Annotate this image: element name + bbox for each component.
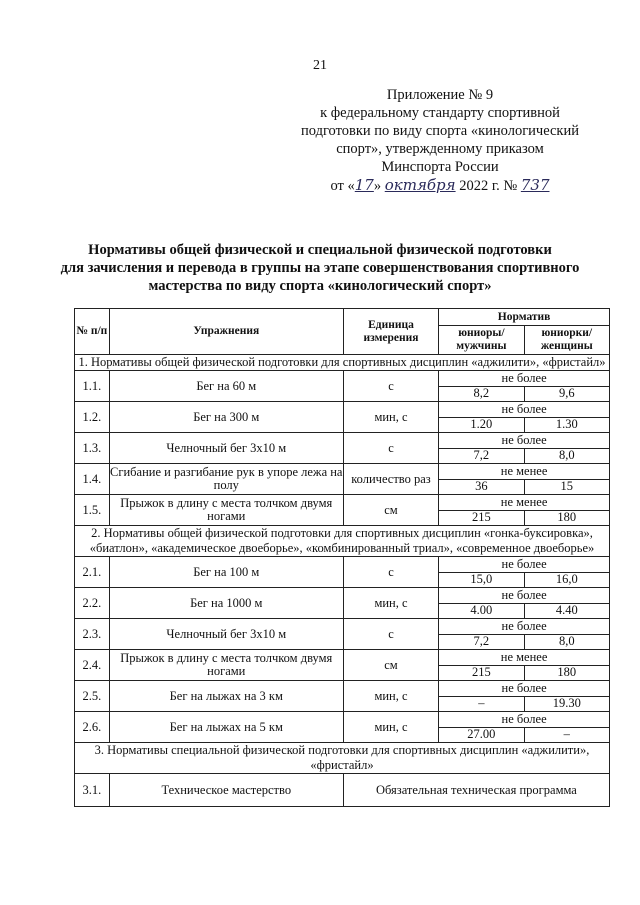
table-row bbox=[75, 495, 610, 511]
header-exercise: Упражнения bbox=[109, 309, 343, 355]
date-month: октября bbox=[384, 176, 456, 194]
row-unit: мин, с bbox=[343, 712, 438, 743]
row-num: 1.5. bbox=[75, 495, 110, 526]
date-prefix: от « bbox=[330, 178, 355, 194]
value-juniors-m: 7,2 bbox=[439, 448, 524, 464]
row-exercise: Техническое мастерство bbox=[109, 774, 343, 807]
table-row bbox=[75, 433, 610, 449]
section-title: 3. Нормативы специальной физической подготовки для спортивных дисциплин «аджилити», «фристайл» bbox=[75, 743, 610, 774]
row-condition: не более bbox=[439, 619, 610, 635]
table-row bbox=[75, 402, 610, 418]
value-juniors-f: 9,6 bbox=[524, 386, 609, 402]
row-num: 2.4. bbox=[75, 650, 110, 681]
section-title: 2. Нормативы общей физической подготовки для спортивных дисциплин «гонка-буксировка», «биатлон», «академическое двоеборье», «комбинированный триал», «современное двоеборье» bbox=[75, 526, 610, 557]
row-exercise: Челночный бег 3x10 м bbox=[109, 619, 343, 650]
value-juniors-m: 15,0 bbox=[439, 572, 524, 588]
table-row bbox=[75, 371, 610, 387]
section-row bbox=[75, 355, 610, 371]
value-juniors-f: 19.30 bbox=[524, 696, 609, 712]
row-unit: мин, с bbox=[343, 402, 438, 433]
row-condition: не менее bbox=[439, 464, 610, 480]
page-number: 21 bbox=[313, 58, 327, 73]
header-unit: Единица измерения bbox=[343, 309, 438, 355]
appendix-line: подготовки по виду спорта «кинологический bbox=[300, 123, 579, 139]
appendix-line: спорт», утвержденному приказом bbox=[336, 141, 544, 157]
appendix-line: Приложение № 9 bbox=[386, 87, 494, 103]
row-condition: не менее bbox=[439, 650, 610, 666]
row-condition: не более bbox=[439, 557, 610, 573]
value-juniors-m: 27.00 bbox=[439, 727, 524, 743]
document-title bbox=[40, 241, 600, 295]
row-num: 2.5. bbox=[75, 681, 110, 712]
appendix-line: Минспорта России bbox=[381, 159, 499, 175]
table-row bbox=[75, 712, 610, 728]
row-unit: с bbox=[343, 557, 438, 588]
title-line: Нормативы общей физической и специальной физической подготовки bbox=[88, 242, 552, 258]
table-row bbox=[75, 774, 610, 807]
row-num: 1.1. bbox=[75, 371, 110, 402]
section-title: 1. Нормативы общей физической подготовки для спортивных дисциплин «аджилити», «фристайл» bbox=[75, 355, 610, 371]
row-num: 2.1. bbox=[75, 557, 110, 588]
appendix-line: к федеральному стандарту спортивной bbox=[320, 105, 560, 121]
value-juniors-f: 15 bbox=[524, 479, 609, 495]
value-juniors-m: – bbox=[439, 696, 524, 712]
value-juniors-m: 7,2 bbox=[439, 634, 524, 650]
row-exercise: Прыжок в длину с места толчком двумя ногами bbox=[109, 495, 343, 526]
title-line: для зачисления и перевода в группы на этапе совершенствования спортивного bbox=[60, 260, 580, 276]
value-juniors-f: 8,0 bbox=[524, 448, 609, 464]
date-mid: » bbox=[373, 178, 382, 194]
table-row bbox=[75, 619, 610, 635]
header-norm: Норматив bbox=[439, 309, 610, 326]
row-num: 1.2. bbox=[75, 402, 110, 433]
value-juniors-f: 180 bbox=[524, 510, 609, 526]
row-exercise: Бег на лыжах на 5 км bbox=[109, 712, 343, 743]
section-row bbox=[75, 526, 610, 557]
table-row bbox=[75, 557, 610, 573]
value-juniors-m: 8,2 bbox=[439, 386, 524, 402]
row-num: 2.2. bbox=[75, 588, 110, 619]
value-juniors-f: 8,0 bbox=[524, 634, 609, 650]
value-juniors-m: 215 bbox=[439, 510, 524, 526]
table-header-row bbox=[75, 309, 610, 326]
order-number: 737 bbox=[520, 176, 550, 194]
row-unit: количество раз bbox=[343, 464, 438, 495]
row-condition: не более bbox=[439, 588, 610, 604]
norms-table bbox=[74, 308, 610, 807]
value-juniors-f: 16,0 bbox=[524, 572, 609, 588]
value-juniors-m: 36 bbox=[439, 479, 524, 495]
value-juniors-m: 1.20 bbox=[439, 417, 524, 433]
table-row bbox=[75, 650, 610, 666]
row-exercise: Прыжок в длину с места толчком двумя ногами bbox=[109, 650, 343, 681]
header-num: № п/п bbox=[75, 309, 110, 355]
section-row bbox=[75, 743, 610, 774]
value-juniors-m: 215 bbox=[439, 665, 524, 681]
row-exercise: Бег на 1000 м bbox=[109, 588, 343, 619]
row-condition: не более bbox=[439, 402, 610, 418]
row-condition: не более bbox=[439, 681, 610, 697]
row-condition: не более bbox=[439, 712, 610, 728]
row-num: 1.3. bbox=[75, 433, 110, 464]
row-unit: мин, с bbox=[343, 588, 438, 619]
row-num: 1.4. bbox=[75, 464, 110, 495]
row-exercise: Бег на 60 м bbox=[109, 371, 343, 402]
header-juniors-m: юниоры/ мужчины bbox=[439, 326, 524, 355]
table-row bbox=[75, 681, 610, 697]
row-unit: с bbox=[343, 433, 438, 464]
value-juniors-f: 180 bbox=[524, 665, 609, 681]
date-day: 17 bbox=[354, 176, 374, 194]
row-num: 3.1. bbox=[75, 774, 110, 807]
row-unit: мин, с bbox=[343, 681, 438, 712]
value-juniors-f: – bbox=[524, 727, 609, 743]
row-num: 2.6. bbox=[75, 712, 110, 743]
row-unit: с bbox=[343, 371, 438, 402]
row-program: Обязательная техническая программа bbox=[343, 774, 609, 807]
value-juniors-f: 4.40 bbox=[524, 603, 609, 619]
row-exercise: Сгибание и разгибание рук в упоре лежа на полу bbox=[109, 464, 343, 495]
row-unit: см bbox=[343, 495, 438, 526]
table-row bbox=[75, 588, 610, 604]
row-exercise: Бег на лыжах на 3 км bbox=[109, 681, 343, 712]
row-exercise: Бег на 300 м bbox=[109, 402, 343, 433]
row-num: 2.3. bbox=[75, 619, 110, 650]
row-unit: см bbox=[343, 650, 438, 681]
row-exercise: Челночный бег 3x10 м bbox=[109, 433, 343, 464]
header-juniors-f: юниорки/ женщины bbox=[524, 326, 609, 355]
row-exercise: Бег на 100 м bbox=[109, 557, 343, 588]
value-juniors-f: 1.30 bbox=[524, 417, 609, 433]
row-condition: не более bbox=[439, 433, 610, 449]
title-line: мастерства по виду спорта «кинологический спорт» bbox=[148, 278, 492, 294]
table-row bbox=[75, 464, 610, 480]
row-condition: не более bbox=[439, 371, 610, 387]
row-condition: не менее bbox=[439, 495, 610, 511]
value-juniors-m: 4.00 bbox=[439, 603, 524, 619]
date-year: 2022 г. № bbox=[459, 178, 518, 194]
order-date-line bbox=[290, 176, 590, 195]
appendix-block bbox=[290, 86, 590, 195]
row-unit: с bbox=[343, 619, 438, 650]
